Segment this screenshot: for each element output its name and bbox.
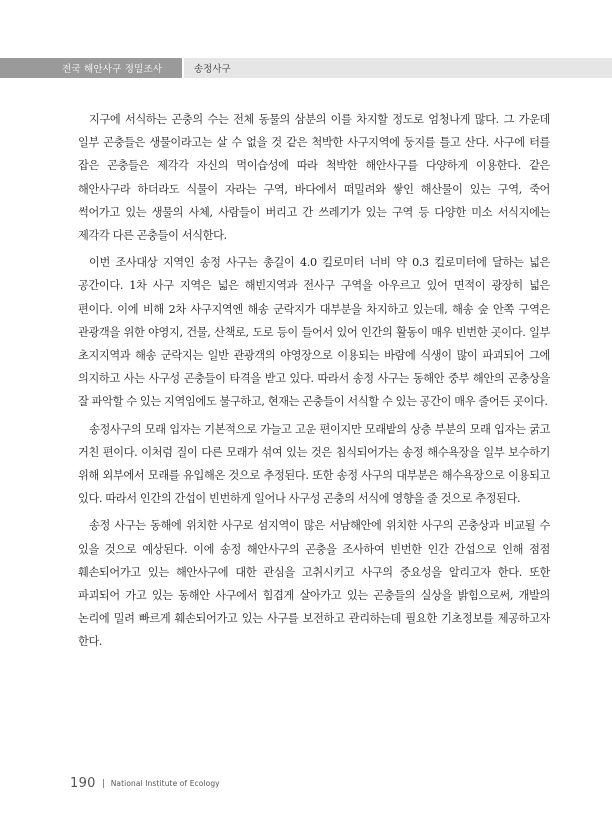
header-series-title: 전국 해안사구 정밀조사 bbox=[0, 58, 182, 78]
paragraph-2: 이번 조사대상 지역인 송정 사구는 총길이 4.0 킬로미터 너비 약 0.3 킬로미터에 달하는 넓은 공간이다. 1차 사구 지역은 넓은 해빈지역과 전사구 구역을 아우르고 있어 면적이 광장히 넓은 편이다. 이에 비해 2차 사구지역엔 해송 군락지가 대부분을 차지하고 있는데, 해송 숲 안쪽 구역은 관광객을 위한 야영지, 건물, 산책로, 도로 등이 들어서 있어 인간의 활동이 매우 빈번한 곳이다. 일부 초지지역과 해송 군락지는 일반 관광객의 야영장으로 이용되는 바람에 식생이 많이 파괴되어 그에 의지하고 사는 사구성 곤충들이 타격을 받고 있다. 따라서 송정 사구는 동해안 중부 해안의 곤충상을 잘 파악할 수 있는 지역임에도 불구하고, 현재는 곤충들이 서식할 수 있는 공간이 매우 줄어든 곳이다. bbox=[78, 256, 550, 409]
body-text bbox=[78, 108, 550, 658]
header-chapter-title: 송정사구 bbox=[184, 58, 612, 78]
page-footer bbox=[70, 776, 220, 791]
paragraph-3: 송정사구의 모래 입자는 기본적으로 가늘고 고운 편이지만 모래밭의 상층 부분의 모래 입자는 굵고 거친 편이다. 이처럼 질이 다른 모래가 섞여 있는 것은 침식되어가는 송정 해수욕장을 일부 보수하기 위해 외부에서 모래를 유입해온 것으로 추정된다. 또한 송정 사구의 대부분은 해수욕장으로 이용되고 있다. 따라서 인간의 간섭이 빈번하게 일어나 사구성 곤충의 서식에 영향을 줄 것으로 추정된다. bbox=[78, 422, 550, 506]
paragraph-1: 지구에 서식하는 곤충의 수는 전체 동물의 삼분의 이를 차지할 정도로 엄청나게 많다. 그 가운데 일부 곤충들은 생물이라고는 살 수 없을 것 같은 척박한 사구지역에 둥지를 틀고 산다. 사구에 터를 잡은 곤충들은 제각각 자신의 먹이습성에 따라 척박한 해안사구를 다양하게 이용한다. 같은 해안사구라 하더라도 식물이 자라는 구역, 바다에서 떠밀려와 쌓인 해산물이 있는 구역, 죽어 썩어가고 있는 생물의 사체, 사람들이 버리고 간 쓰레기가 있는 구역 등 다양한 미소 서식지에는 제각각 다른 곤충들이 서식한다. bbox=[78, 113, 550, 243]
footer-divider bbox=[103, 779, 104, 788]
paragraph-4: 송정 사구는 동해에 위치한 사구로 섬지역이 많은 서남해안에 위치한 사구의 곤충상과 비교될 수 있을 것으로 예상된다. 이에 송정 해안사구의 곤충을 조사하여 빈번한 인간 간섭으로 인해 점점 훼손되어가고 있는 해안사구에 대한 관심을 고취시키고 사구의 중요성을 알리고자 한다. 또한 파괴되어 가고 있는 동해안 사구에서 힘겹게 살아가고 있는 곤충들의 실상을 밝힘으로써, 개발의 논리에 밀려 빠르게 훼손되어가고 있는 사구를 보전하고 관리하는데 필요한 기초정보를 제공하고자 한다. bbox=[78, 519, 550, 649]
running-header bbox=[0, 58, 612, 78]
institute-name: National Institute of Ecology bbox=[110, 779, 220, 788]
page-number: 190 bbox=[70, 776, 96, 791]
